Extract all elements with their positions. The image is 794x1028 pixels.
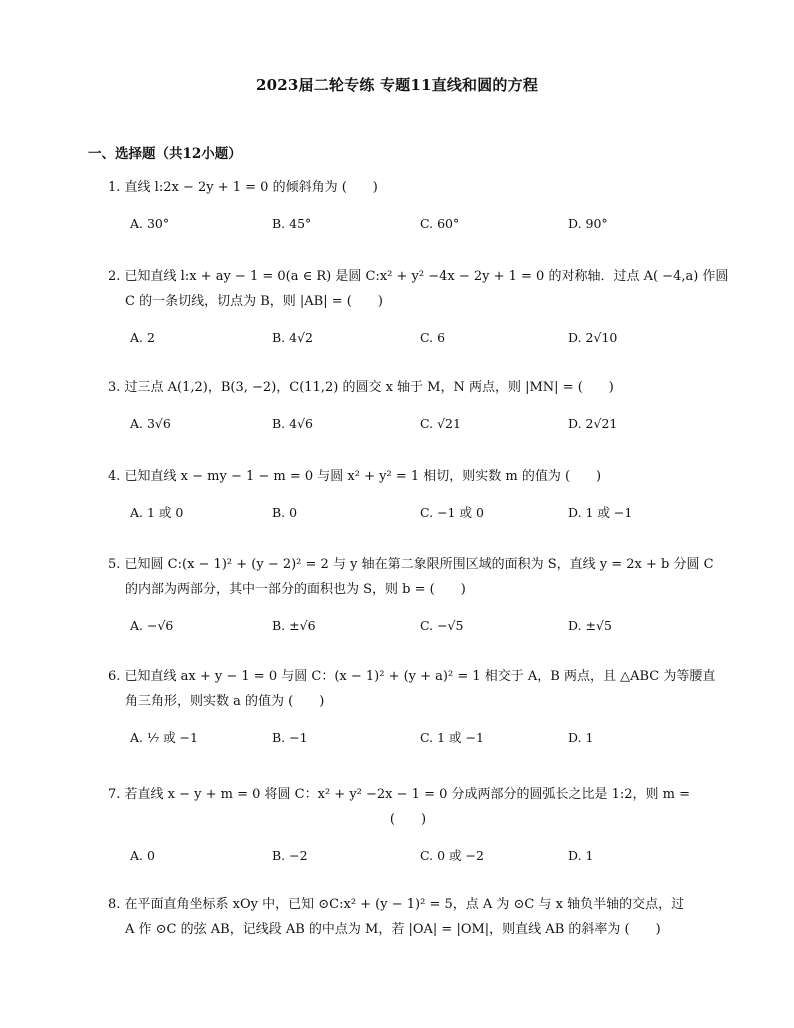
option-b[interactable]: B. 0 <box>272 505 298 520</box>
option-c[interactable]: C. −1 或 0 <box>420 505 484 520</box>
question-3 <box>108 375 708 433</box>
question-8-stem-cont: A 作 ⊙C 的弦 AB，记线段 AB 的中点为 M，若 |OA| = |OM|，则直线 AB 的斜率为 ( ) <box>125 922 661 937</box>
question-3-stem: 3. 过三点 A(1,2)，B(3, −2)，C(11,2) 的圆交 x 轴于 M，N 两点，则 |MN| = ( ) <box>108 380 614 395</box>
question-7-options <box>108 843 708 865</box>
option-c[interactable]: C. √21 <box>420 416 461 431</box>
question-1-options <box>108 211 708 233</box>
option-a[interactable]: A. 3√6 <box>130 416 171 431</box>
option-d[interactable]: D. 90° <box>568 216 608 231</box>
option-c[interactable]: C. 60° <box>420 216 460 231</box>
option-b[interactable]: B. 4√6 <box>272 416 314 431</box>
option-b[interactable]: B. −1 <box>272 730 308 745</box>
question-6-stem: 6. 已知直线 ax + y − 1 = 0 与圆 C：(x − 1)² + (y + a)² = 1 相交于 A，B 两点，且 △ABC 为等腰直 <box>108 669 716 684</box>
question-4-options <box>108 500 708 522</box>
question-8 <box>108 892 708 942</box>
section-heading: 一、选择题（共12小题） <box>88 146 242 162</box>
question-5-stem-cont: 的内部为两部分，其中一部分的面积也为 S，则 b = ( ) <box>125 582 466 597</box>
option-d[interactable]: D. 2√21 <box>568 416 618 431</box>
question-2 <box>108 264 729 347</box>
option-b[interactable]: B. 45° <box>272 216 312 231</box>
question-2-options <box>108 325 708 347</box>
question-6-options <box>108 725 708 747</box>
option-d[interactable]: D. 1 <box>568 848 594 863</box>
question-5-stem: 5. 已知圆 C:(x − 1)² + (y − 2)² = 2 与 y 轴在第二象限所围区域的面积为 S，直线 y = 2x + b 分圆 C <box>108 557 714 572</box>
question-1-stem: 1. 直线 l:2x − 2y + 1 = 0 的倾斜角为 ( ) <box>108 180 378 195</box>
question-8-stem: 8. 在平面直角坐标系 xOy 中，已知 ⊙C:x² + (y − 1)² = 5，点 A 为 ⊙C 与 x 轴负半轴的交点，过 <box>108 897 685 912</box>
question-2-stem-cont: C 的一条切线，切点为 B，则 |AB| = ( ) <box>125 294 383 309</box>
option-a[interactable]: A. 1 或 0 <box>130 505 184 520</box>
question-2-stem: 2. 已知直线 l:x + ay − 1 = 0(a ∈ R) 是圆 C:x² + y² −4x − 2y + 1 = 0 的对称轴．过点 A( −4,a) 作圆 <box>108 269 729 284</box>
option-d[interactable]: D. ±√5 <box>568 618 612 633</box>
option-c[interactable]: C. 1 或 −1 <box>420 730 484 745</box>
option-b[interactable]: B. ±√6 <box>272 618 316 633</box>
document-title: 2023届二轮专练 专题11直线和圆的方程 <box>255 76 539 94</box>
question-1 <box>108 175 708 233</box>
question-6 <box>108 664 716 747</box>
option-c[interactable]: C. 0 或 −2 <box>420 848 484 863</box>
option-c[interactable]: C. −√5 <box>420 618 464 633</box>
question-4-stem: 4. 已知直线 x − my − 1 − m = 0 与圆 x² + y² = 1 相切，则实数 m 的值为 ( ) <box>108 469 602 484</box>
option-a[interactable]: A. −√6 <box>130 618 174 633</box>
option-a[interactable]: A. 2 <box>130 330 155 345</box>
option-b[interactable]: B. 4√2 <box>272 330 314 345</box>
question-7 <box>108 782 708 865</box>
question-7-stem: 7. 若直线 x − y + m = 0 将圆 C：x² + y² −2x − 1 = 0 分成两部分的圆弧长之比是 1:2，则 m = <box>108 787 691 802</box>
option-d[interactable]: D. 1 <box>568 730 594 745</box>
option-d[interactable]: D. 1 或 −1 <box>568 505 633 520</box>
question-7-stem-cont: ( ) <box>389 812 427 827</box>
question-5 <box>108 552 714 635</box>
option-a[interactable]: A. 30° <box>130 216 170 231</box>
option-c[interactable]: C. 6 <box>420 330 446 345</box>
question-6-stem-cont: 角三角形，则实数 a 的值为 ( ) <box>125 694 325 709</box>
question-5-options <box>108 613 708 635</box>
option-a[interactable]: A. 0 <box>130 848 155 863</box>
question-3-options <box>108 411 708 433</box>
option-b[interactable]: B. −2 <box>272 848 308 863</box>
question-4 <box>108 464 708 522</box>
option-a[interactable]: A. ⅐ 或 −1 <box>130 730 198 745</box>
option-d[interactable]: D. 2√10 <box>568 330 618 345</box>
